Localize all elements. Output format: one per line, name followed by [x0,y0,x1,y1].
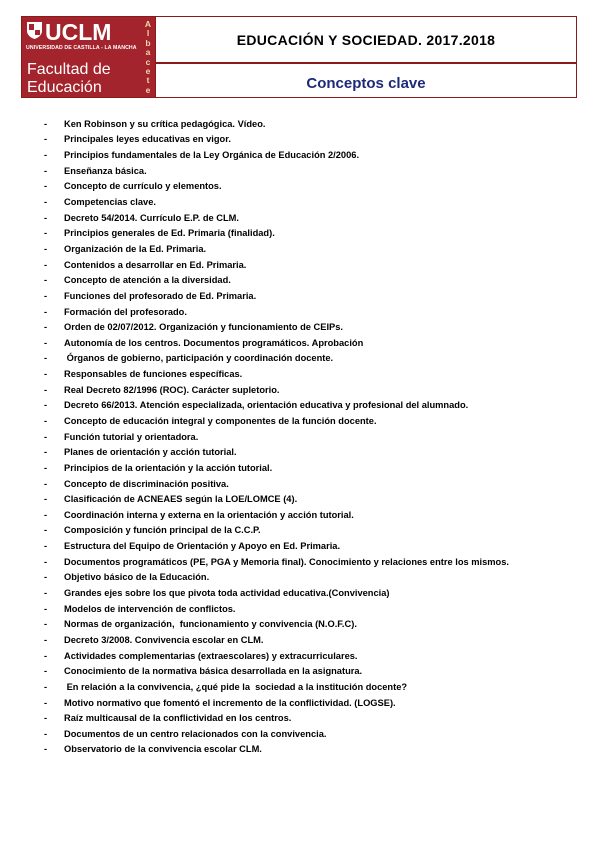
list-item [44,554,509,570]
list-item [44,319,509,335]
list-item [44,366,509,382]
list-item-text: Grandes ejes sobre los que pivota toda actividad educativa.(Convivencia) [64,588,390,599]
bullet-dash: - [44,619,48,630]
campus-letter: a [145,47,151,58]
bullet-dash: - [44,400,48,411]
list-item [44,116,509,132]
bullet-dash: - [44,634,48,645]
list-item [44,272,509,288]
bullet-dash: - [44,713,48,724]
list-item [44,538,509,554]
bullet-dash: - [44,337,48,348]
list-item-text: Formación del profesorado. [64,306,187,317]
bullet-dash: - [44,650,48,661]
list-item [44,304,509,320]
list-item [44,194,509,210]
logo-university-name: UNIVERSIDAD DE CASTILLA - LA MANCHA [26,45,137,51]
bullet-dash: - [44,494,48,505]
list-item [44,507,509,523]
list-item-text: Planes de orientación y acción tutorial. [64,447,237,458]
list-item [44,726,509,742]
campus-letter: l [146,28,150,39]
bullet-dash: - [44,681,48,692]
list-item-text: Estructura del Equipo de Orientación y Apoyo en Ed. Primaria. [64,541,341,552]
list-item-text: Observatorio de la convivencia escolar CLM. [64,744,262,755]
bullet-dash: - [44,588,48,599]
list-item-text: Modelos de intervención de conflictos. [64,603,236,614]
list-item-text: Competencias clave. [64,197,156,208]
bullet-dash: - [44,369,48,380]
list-item [44,382,509,398]
campus-letter: e [145,66,151,77]
list-item [44,695,509,711]
list-item-text: Objetivo básico de la Educación. [64,572,210,583]
list-item [44,663,509,679]
list-item-text: Real Decreto 82/1996 (ROC). Carácter supletorio. [64,384,280,395]
list-item [44,429,509,445]
bullet-dash: - [44,572,48,583]
list-item [44,601,509,617]
campus-letter: b [145,37,151,48]
bullet-dash: - [44,181,48,192]
concepts-list [44,116,509,757]
bullet-dash: - [44,322,48,333]
bullet-dash: - [44,666,48,677]
document-title: EDUCACIÓN Y SOCIEDAD. 2017.2018 [236,31,496,48]
university-shield-icon [26,21,43,40]
list-item-text: En relación a la convivencia, ¿qué pide la sociedad a la institución docente? [64,681,408,692]
list-item-text: Composición y función principal de la C.C.P. [64,525,261,536]
bullet-dash: - [44,165,48,176]
list-item [44,570,509,586]
list-item-text: Concepto de discriminación positiva. [64,478,229,489]
list-item [44,742,509,758]
list-item-text: Contenidos a desarrollar en Ed. Primaria. [64,259,247,270]
list-item [44,491,509,507]
list-item-text: Responsables de funciones específicas. [64,369,243,380]
list-item-text: Documentos programáticos (PE, PGA y Memoria final). Conocimiento y relaciones entre los mismos. [64,556,509,567]
bullet-dash: - [44,541,48,552]
list-item-text: Concepto de educación integral y componentes de la función docente. [64,415,377,426]
list-item-text: Ken Robinson y su crítica pedagógica. Vídeo. [64,118,266,129]
list-item [44,179,509,195]
campus-letter: c [145,56,151,67]
list-item [44,617,509,633]
bullet-dash: - [44,228,48,239]
campus-letter: e [145,84,151,95]
bullet-dash: - [44,306,48,317]
list-item-text: Organización de la Ed. Primaria. [64,243,207,254]
bullet-dash: - [44,556,48,567]
bullet-dash: - [44,118,48,129]
bullet-dash: - [44,431,48,442]
bullet-dash: - [44,415,48,426]
list-item [44,163,509,179]
bullet-dash: - [44,728,48,739]
bullet-dash: - [44,478,48,489]
bullet-dash: - [44,197,48,208]
list-item-text: Raíz multicausal de la conflictividad en los centros. [64,713,292,724]
bullet-dash: - [44,603,48,614]
list-item [44,225,509,241]
list-item-text: Principales leyes educativas en vigor. [64,134,231,145]
list-item-text: Actividades complementarias (extraescolares) y extracurriculares. [64,650,358,661]
list-item [44,710,509,726]
logo-faculty-line-2: Educación [27,79,102,96]
bullet-dash: - [44,275,48,286]
list-item-text: Principios de la orientación y la acción tutorial. [64,462,273,473]
campus-letter: t [146,75,150,86]
list-item-text: Enseñanza básica. [64,165,147,176]
bullet-dash: - [44,259,48,270]
bullet-dash: - [44,509,48,520]
list-item-text: Órganos de gobierno, participación y coordinación docente. [64,353,334,364]
bullet-dash: - [44,697,48,708]
list-item-text: Decreto 54/2014. Currículo E.P. de CLM. [64,212,239,223]
bullet-dash: - [44,744,48,755]
list-item [44,288,509,304]
list-item-text: Orden de 02/07/2012. Organización y funcionamiento de CEIPs. [64,322,343,333]
list-item [44,335,509,351]
list-item [44,413,509,429]
faculty-logo [22,17,155,97]
bullet-dash: - [44,353,48,364]
list-item-text: Concepto de atención a la diversidad. [64,275,231,286]
header-right [155,17,576,97]
list-item [44,147,509,163]
list-item-text: Motivo normativo que fomentó el incremento de la conflictividad. (LOGSE). [64,697,396,708]
title-cell [156,17,576,64]
list-item [44,648,509,664]
list-item-text: Decreto 3/2008. Convivencia escolar en CLM. [64,634,264,645]
list-item [44,257,509,273]
list-item [44,476,509,492]
list-item-text: Decreto 66/2013. Atención especializada, orientación educativa y profesional del alumnado. [64,400,469,411]
list-item [44,210,509,226]
list-item-text: Concepto de currículo y elementos. [64,181,222,192]
list-item [44,444,509,460]
list-item-text: Normas de organización, funcionamiento y convivencia (N.O.F.C). [64,619,357,630]
list-item-text: Conocimiento de la normativa básica desarrollada en la asignatura. [64,666,363,677]
list-item-text: Funciones del profesorado de Ed. Primaria. [64,290,257,301]
list-item-text: Clasificación de ACNEAES según la LOE/LOMCE (4). [64,494,298,505]
bullet-dash: - [44,447,48,458]
list-item [44,632,509,648]
bullet-dash: - [44,134,48,145]
list-item [44,398,509,414]
list-item-text: Documentos de un centro relacionados con la convivencia. [64,728,327,739]
list-item [44,351,509,367]
bullet-dash: - [44,462,48,473]
document-subtitle: Conceptos clave [306,75,426,92]
bullet-dash: - [44,212,48,223]
logo-faculty-line-1: Facultad de [27,61,111,78]
header-table [21,16,577,98]
bullet-dash: - [44,243,48,254]
logo-brand: UCLM [45,19,112,45]
subtitle-cell [156,64,576,97]
list-item [44,132,509,148]
logo-top [26,21,111,43]
list-item [44,241,509,257]
list-item [44,679,509,695]
list-item-text: Coordinación interna y externa en la orientación y acción tutorial. [64,509,354,520]
list-item-text: Autonomía de los centros. Documentos programáticos. Aprobación [64,337,364,348]
list-item-text: Principios generales de Ed. Primaria (finalidad). [64,228,275,239]
list-item-text: Función tutorial y orientadora. [64,431,199,442]
list-item-text: Principios fundamentales de la Ley Orgánica de Educación 2/2006. [64,150,360,161]
list-item [44,585,509,601]
list-item [44,523,509,539]
campus-letter: A [144,19,152,29]
bullet-dash: - [44,525,48,536]
bullet-dash: - [44,384,48,395]
bullet-dash: - [44,290,48,301]
list-item [44,460,509,476]
bullet-dash: - [44,150,48,161]
logo-campus-vertical [144,20,152,95]
